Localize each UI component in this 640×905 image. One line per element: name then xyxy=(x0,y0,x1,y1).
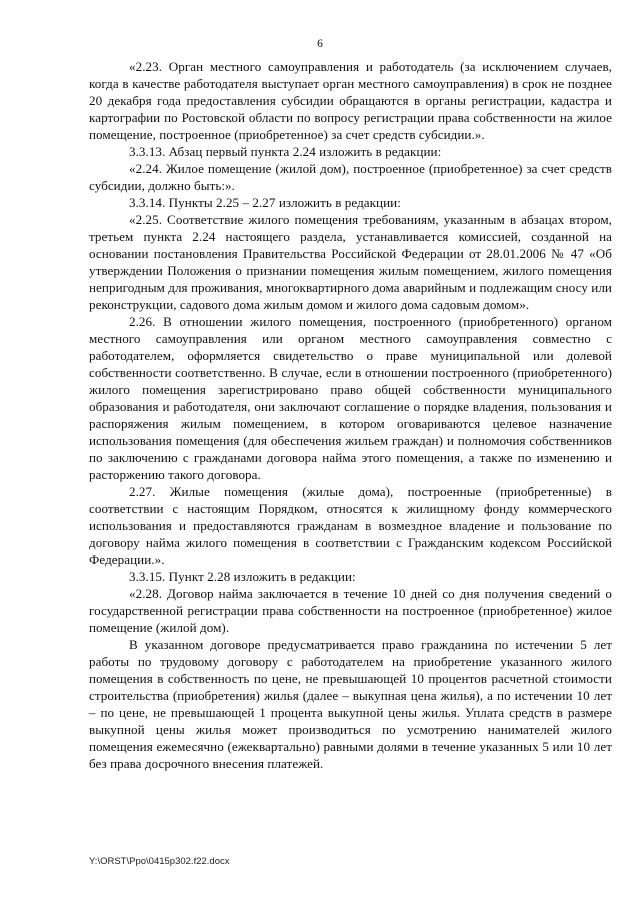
page-number: 6 xyxy=(317,38,323,50)
paragraph-3-3-14: 3.3.14. Пункты 2.25 – 2.27 изложить в редакции: xyxy=(129,195,401,210)
paragraph-2-28: «2.28. Договор найма заключается в течение 10 дней со дня получения сведений о государственной регистрации права собственности на построенное (приобретенное) жилое помещение (жилой дом). xyxy=(89,586,612,635)
paragraph-2-27: 2.27. Жилые помещения (жилые дома), построенные (приобретенные) в соответствии с настоящим Порядком, относятся к жилищному фонду коммерческого использования и предоставляются гражданам в возмездное владение и пользование по договору найма жилого помещения в соответствии с Гражданским кодексом Российской Федерации.». xyxy=(89,484,612,567)
footer-file-path: Y:\ORST\Ppo\0415p302.f22.docx xyxy=(89,856,230,867)
paragraph-2-25: «2.25. Соответствие жилого помещения требованиям, указанным в абзацах втором, третьем пункта 2.24 настоящего раздела, устанавливается комиссией, созданной на основании постановления Правительства Российской Федерации от 28.01.2006 № 47 «Об утверждении Положения о признании помещения жилым помещением, жилого помещения непригодным для проживания, многоквартирного дома аварийным и подлежащим сносу или реконструкции, садового дома жилым домом и жилого дома садовым домом». xyxy=(89,212,612,312)
paragraph-2-23: «2.23. Орган местного самоуправления и работодатель (за исключением случаев, когда в качестве работодателя выступает орган местного самоуправления) в срок не позднее 20 декабря года предоставления субсидии обращаются в органы регистрации, кадастра и картографии по Ростовской области по вопросу регистрации права собственности на жилое помещение, построенное (приобретенное) за счет средств субсидии.». xyxy=(89,59,612,142)
paragraph-2-26: 2.26. В отношении жилого помещения, построенного (приобретенного) органом местного самоуправления или органом местного самоуправления совместно с работодателем, оформляется свидетельство о праве муниципальной или долевой собственности соответственно. В случае, если в отношении построенного (приобретенного) жилого помещения зарегистрировано право общей собственности муниципального образования и работодателя, они заключают соглашение о порядке владения, пользования и распоряжения жилым помещением, в котором оговариваются целевое назначение использования помещения (для обеспечения жильем граждан) и полномочия собственников по заключению с гражданами договора найма этого помещения, а также по изменению и расторжению такого договора. xyxy=(89,314,612,482)
paragraph-3-3-15: 3.3.15. Пункт 2.28 изложить в редакции: xyxy=(129,569,356,584)
document-body xyxy=(89,58,612,772)
paragraph-2-24: «2.24. Жилое помещение (жилой дом), построенное (приобретенное) за счет средств субсидии, должно быть:». xyxy=(89,161,612,193)
paragraph-3-3-13: 3.3.13. Абзац первый пункта 2.24 изложить в редакции: xyxy=(129,144,442,159)
paragraph-2-28-contract: В указанном договоре предусматривается право гражданина по истечении 5 лет работы по трудовому договору с работодателем на приобретение указанного жилого помещения в собственность по цене, не превышающей 10 процентов расчетной стоимости строительства (приобретения) жилья (далее – выкупная цена жилья), а по истечении 10 лет – по цене, не превышающей 1 процента выкупной цены жилья. Уплата средств в размере выкупной цены жилья может производиться по усмотрению нанимателей жилого помещения ежемесячно (ежеквартально) равными долями в течение указанных 5 или 10 лет без права досрочного внесения платежей. xyxy=(89,637,612,771)
